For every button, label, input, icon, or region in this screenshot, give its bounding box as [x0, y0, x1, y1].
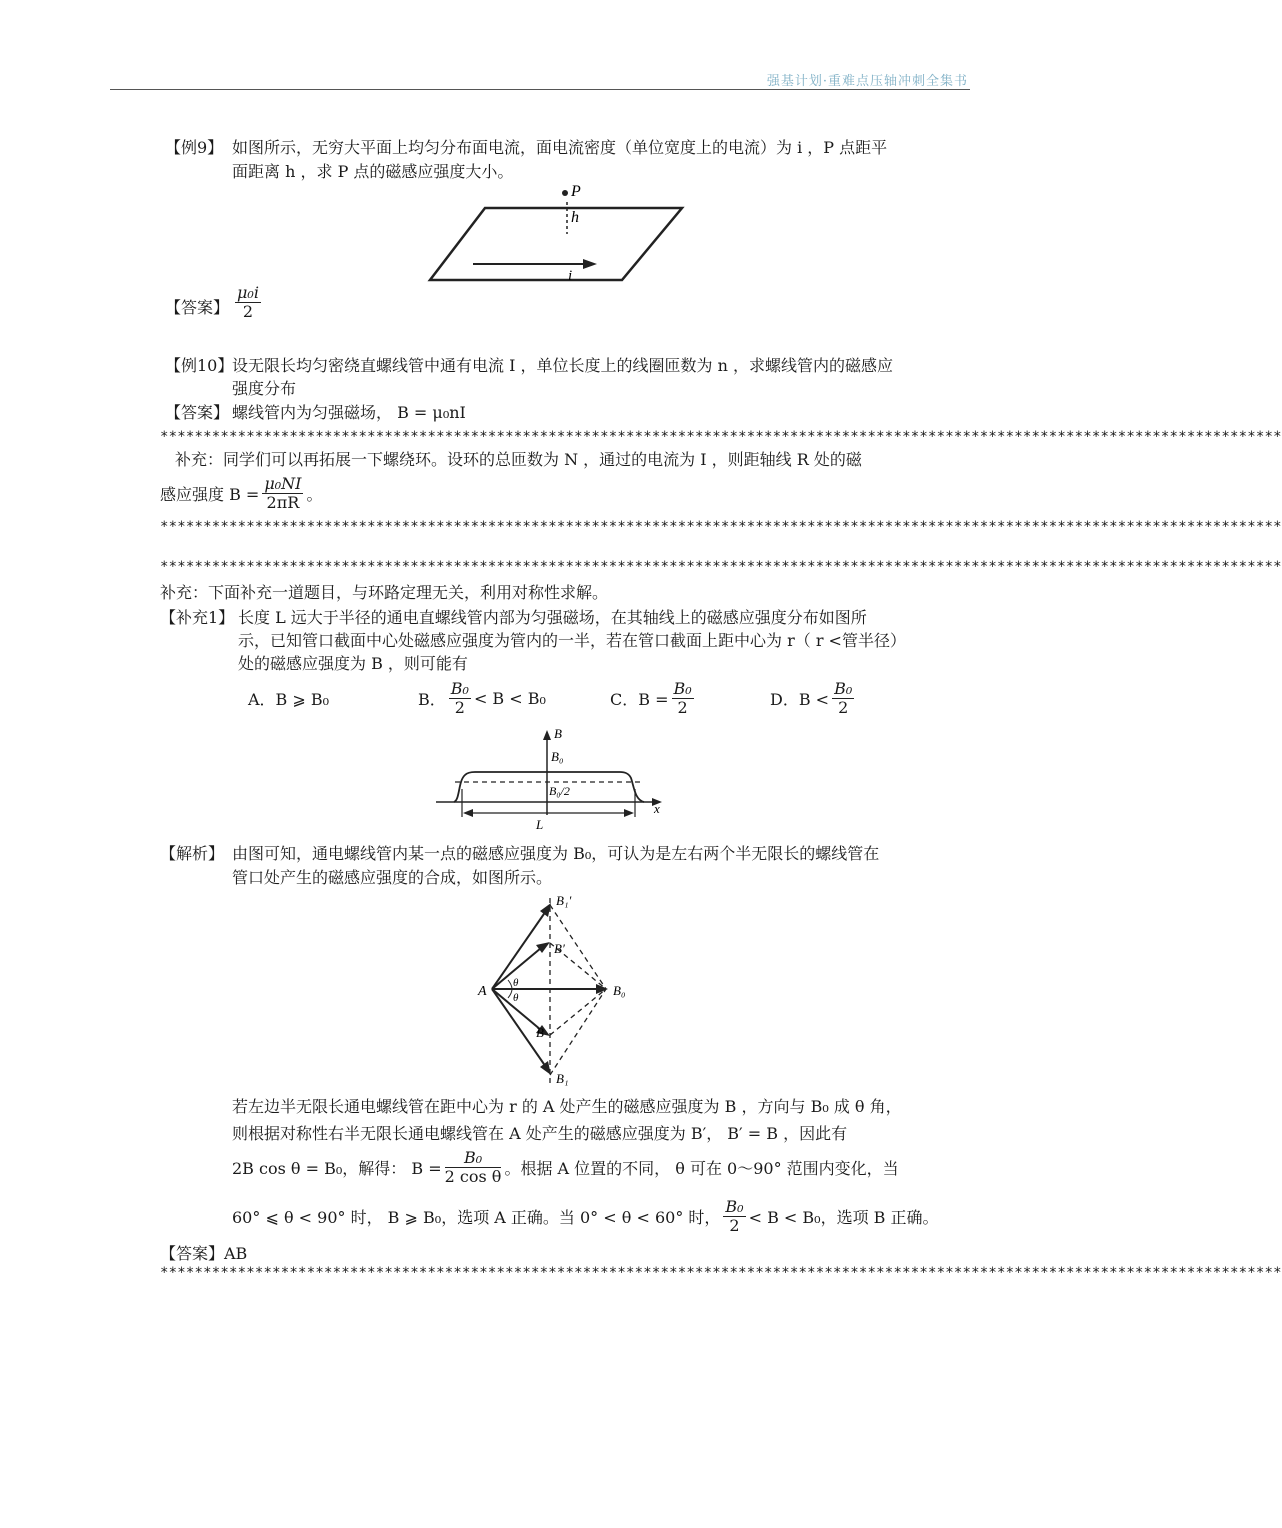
b-axis-arrowhead	[543, 730, 551, 740]
toroid-line2	[160, 470, 323, 516]
toroid-post: 。	[306, 484, 323, 504]
supp1-label: 【补充1】	[160, 608, 235, 627]
analysis-line5-post: 。根据 A 位置的不同， θ 可在 0～90° 范围内变化，当	[504, 1158, 899, 1178]
label-b1-prime: B₁′	[556, 893, 572, 908]
supp1-line1: 长度 L 远大于半径的通电直螺线管内部为匀强磁场，在其轴线上的磁感应强度分布如图所	[238, 608, 867, 627]
label-b0-half: B₀/2	[549, 784, 570, 798]
option-c-den: 2	[677, 697, 688, 717]
ex9-line1: 如图所示，无穷大平面上均匀分布面电流，面电流密度（单位宽度上的电流）为 i ，P 点距平	[232, 138, 888, 157]
label-l: L	[536, 817, 544, 832]
current-arrowhead	[583, 259, 597, 269]
ex10-line1: 设无限长均匀密绕直螺线管中通有电流 I ，单位长度上的线圈匝数为 n ，求螺线管内的磁感应	[232, 356, 893, 375]
analysis-line4: 则根据对称性右半无限长通电螺线管在 A 处产生的磁感应强度为 B′， B′ = B ，因此有	[232, 1124, 848, 1143]
analysis-answer: 【答案】AB	[160, 1244, 248, 1263]
analysis-line6-post: < B < B₀，选项 B 正确。	[748, 1207, 939, 1227]
option-a	[248, 677, 329, 719]
ex10-line2: 强度分布	[232, 379, 297, 398]
ex10-answer-label: 【答案】	[165, 403, 230, 422]
ex10-label: 【例10】	[165, 356, 234, 375]
label-theta-lower: θ	[513, 992, 519, 1004]
star-divider: **********************************************************************************************************************************	[160, 519, 1282, 535]
option-d-den: 2	[838, 697, 849, 717]
analysis-label: 【解析】	[160, 844, 225, 863]
dashed-b-b0	[550, 989, 606, 1035]
label-b0-vec: B₀	[613, 983, 626, 998]
option-b	[418, 677, 546, 719]
plane-outline	[430, 208, 682, 280]
arrowhead-b1	[540, 1061, 551, 1075]
option-c	[610, 677, 697, 719]
option-d	[770, 677, 857, 719]
point-p	[562, 190, 568, 196]
length-arrow-right	[624, 809, 634, 817]
analysis-line6-num: B₀	[725, 1196, 744, 1216]
header-rule	[110, 89, 970, 90]
label-theta-upper: θ	[513, 977, 519, 989]
analysis-line1: 由图可知，通电螺线管内某一点的磁感应强度为 B₀，可认为是左右两个半无限长的螺线管在	[232, 844, 880, 863]
option-c-num: B₀	[673, 678, 692, 698]
ex9-answer-num: μ₀i	[237, 283, 259, 302]
supp-intro: 补充：下面补充一道题目，与环路定理无关，利用对称性求解。	[160, 583, 609, 602]
supp1-line2: 示，已知管口截面中心处磁感应强度为管内的一半，若在管口截面上距中心为 r（ r <管半径）	[238, 631, 906, 650]
analysis-line5-num: B₀	[445, 1149, 502, 1168]
label-p: P	[571, 183, 581, 200]
analysis-line5-pre: 2B cos θ = B₀，解得： B =	[232, 1158, 442, 1178]
analysis-line6	[232, 1193, 939, 1239]
label-x: x	[654, 801, 660, 816]
vector-figure	[470, 885, 640, 1090]
theta-arc-upper	[508, 980, 512, 989]
toroid-den: 2πR	[266, 492, 300, 512]
option-c-pre: C．B =	[610, 689, 669, 709]
label-h: h	[571, 209, 579, 226]
label-a: A	[478, 984, 487, 999]
plane-current-figure	[425, 182, 690, 287]
label-b-vec: B	[536, 1025, 544, 1040]
label-b-axis: B	[554, 726, 562, 741]
label-b-prime: B′	[554, 941, 565, 956]
label-b0: B₀	[551, 749, 564, 764]
field-profile-figure	[430, 725, 680, 835]
star-divider: **********************************************************************************************************************************	[160, 559, 1282, 575]
ex9-answer-fraction	[232, 284, 264, 321]
star-divider: **********************************************************************************************************************************	[160, 1265, 1282, 1281]
ex9-line2: 面距离 h ，求 P 点的磁感应强度大小。	[232, 162, 514, 181]
ex9-label: 【例9】	[165, 138, 224, 157]
page-header-title: 强基计划·重难点压轴冲刺全集书	[766, 74, 968, 89]
theta-arc-lower	[508, 989, 512, 998]
option-b-num: B₀	[450, 678, 469, 698]
label-b1: B₁	[556, 1071, 569, 1086]
analysis-line3: 若左边半无限长通电螺线管在距中心为 r 的 A 处产生的磁感应强度为 B ，方向与 B₀ 成 θ 角，	[232, 1097, 902, 1116]
arrowhead-b1p	[540, 903, 551, 917]
analysis-line6-den: 2	[729, 1215, 740, 1235]
analysis-line6-pre: 60° ⩽ θ < 90° 时， B ⩾ B₀，选项 A 正确。当 0° < θ < 60° 时，	[232, 1207, 721, 1227]
star-divider: **********************************************************************************************************************************	[160, 429, 1282, 445]
option-b-post: < B < B₀	[473, 688, 546, 708]
length-arrow-left	[463, 809, 473, 817]
ex9-answer-den: 2	[242, 302, 254, 321]
label-i: i	[568, 268, 573, 284]
ex9-answer-label: 【答案】	[165, 298, 230, 317]
toroid-line1: 补充：同学们可以再拓展一下螺绕环。设环的总匝数为 N ，通过的电流为 I ，则距轴线 R 处的磁	[175, 450, 862, 469]
option-a-text: A．B ⩾ B₀	[248, 689, 330, 709]
option-b-pre: B．	[418, 689, 446, 709]
analysis-line5-den: 2 cos θ	[444, 1166, 502, 1186]
toroid-line2-pre: 感应强度 B =	[160, 484, 260, 504]
option-d-num: B₀	[834, 678, 853, 698]
option-d-pre: D．B <	[770, 689, 830, 709]
toroid-num: μ₀NI	[264, 473, 302, 493]
option-b-den: 2	[454, 697, 465, 717]
analysis-line5	[232, 1144, 899, 1190]
supp1-line3: 处的磁感应强度为 B ，则可能有	[238, 654, 468, 673]
analysis-line2: 管口处产生的磁感应强度的合成，如图所示。	[232, 868, 553, 887]
dashed-b1-b0	[550, 989, 606, 1075]
ex10-answer: 螺线管内为匀强磁场， B = μ₀nI	[232, 403, 466, 422]
